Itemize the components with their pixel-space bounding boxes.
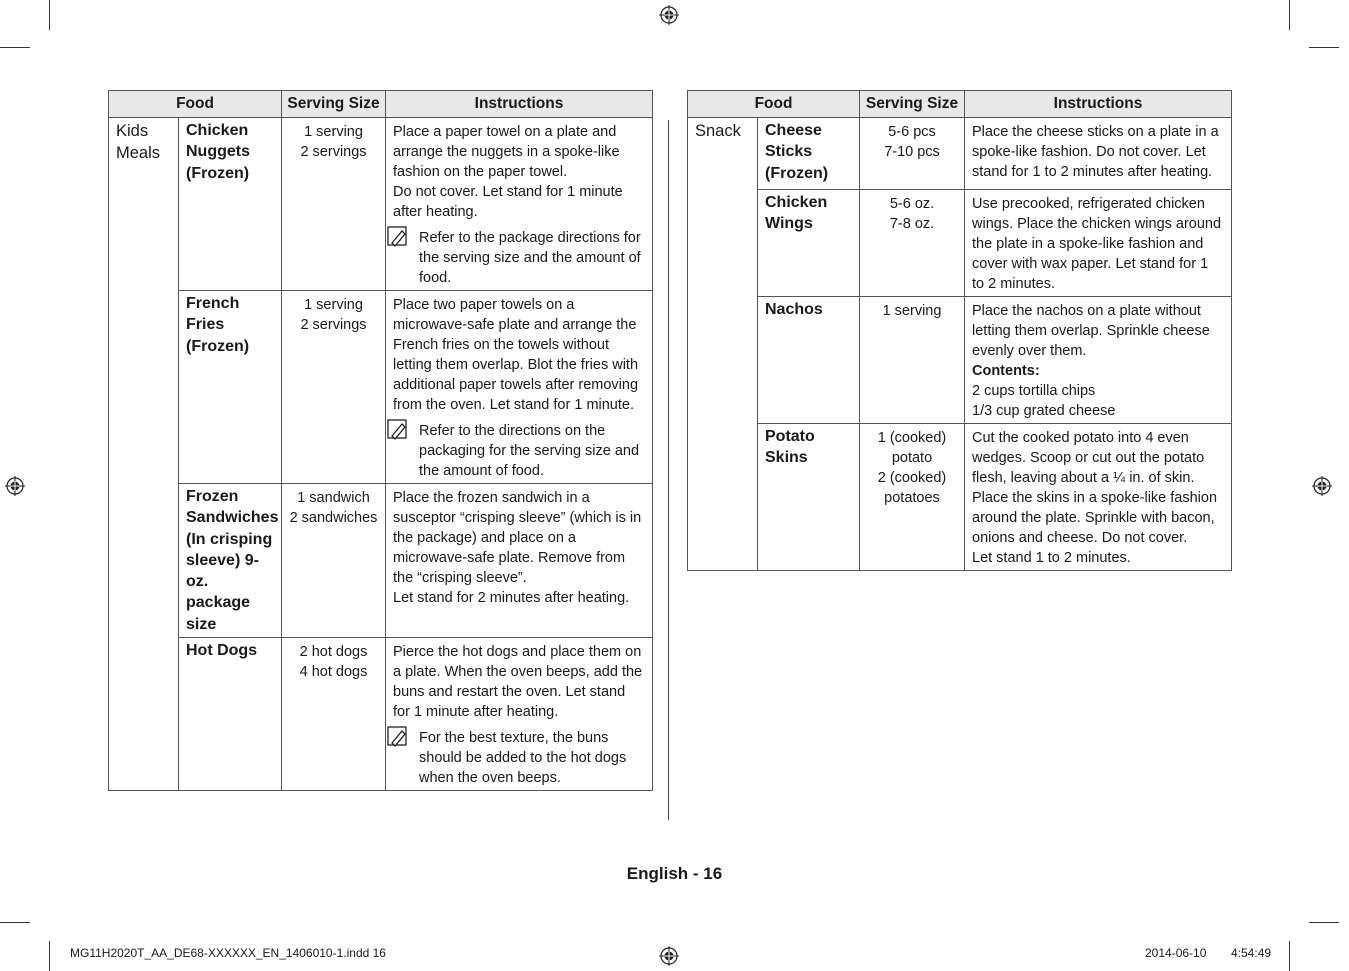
header-instructions: Instructions <box>965 91 1232 118</box>
food-name: Frozen Sandwiches (In crisping sleeve) 9-oz. package size <box>179 484 282 638</box>
page-number: English - 16 <box>626 864 723 883</box>
instructions: Pierce the hot dogs and place them on a plate. When the oven beeps, add the buns and restart the oven. Let stand for 1 minute after heating. For the best texture, the buns should be added to the hot dogs when the oven beeps. <box>386 638 653 791</box>
crop-mark <box>49 941 50 971</box>
slug-time: 4:54:49 <box>1231 946 1272 960</box>
header-food: Food <box>688 91 860 118</box>
serving-size: 2 hot dogs 4 hot dogs <box>282 638 386 791</box>
serving-size: 1 serving 2 servings <box>282 118 386 291</box>
file-slug: MG11H2020T_AA_DE68-XXXXXX_EN_1406010-1.indd 16 <box>70 946 386 960</box>
crop-mark <box>0 47 30 48</box>
instructions: Place two paper towels on a microwave-safe plate and arrange the French fries on the towels without letting them overlap. Blot the fries with additional paper towels after removing from the oven. Let stand for 1 minute. Refer to the directions on the packaging for the serving size and the amount of food. <box>386 291 653 484</box>
table-row <box>688 190 1232 297</box>
registration-mark-icon <box>1312 476 1332 496</box>
note: For the best texture, the buns should be added to the hot dogs when the oven beeps. <box>387 728 645 788</box>
food-name: Potato Skins <box>758 424 860 571</box>
instructions: Cut the cooked potato into 4 even wedges. Scoop or cut out the potato flesh, leaving about a ¼ in. of skin. Place the skins in a spoke-like fashion around the plate. Sprinkle with bacon, onions and cheese. Do not cover. Let stand 1 to 2 minutes. <box>965 424 1232 571</box>
kids-meals-table <box>108 90 653 791</box>
crop-mark <box>49 0 50 30</box>
category-cell: Snack <box>688 118 758 571</box>
food-name: French Fries (Frozen) <box>179 291 282 484</box>
instructions: Place the cheese sticks on a plate in a spoke-like fashion. Do not cover. Let stand for 1 to 2 minutes after heating. <box>965 118 1232 190</box>
food-name: Cheese Sticks (Frozen) <box>758 118 860 190</box>
note-pencil-icon <box>387 226 409 248</box>
crop-mark <box>1309 47 1339 48</box>
instructions: Place the nachos on a plate without letting them overlap. Sprinkle cheese evenly over them. Contents: 2 cups tortilla chips 1/3 cup grated cheese <box>965 297 1232 424</box>
registration-mark-icon <box>659 5 679 25</box>
note: Refer to the package directions for the serving size and the amount of food. <box>387 228 645 288</box>
table-header-row <box>688 91 1232 118</box>
table-header-row <box>109 91 653 118</box>
crop-mark <box>1309 922 1339 923</box>
food-name: Nachos <box>758 297 860 424</box>
serving-size: 1 sandwich 2 sandwiches <box>282 484 386 638</box>
table-row <box>109 484 653 638</box>
header-food: Food <box>109 91 282 118</box>
note-pencil-icon <box>387 419 409 441</box>
table-row <box>688 118 1232 190</box>
serving-size: 1 serving <box>860 297 965 424</box>
snack-table <box>687 90 1232 571</box>
crop-mark <box>0 922 30 923</box>
serving-size: 5-6 oz. 7-8 oz. <box>860 190 965 297</box>
gutter-line <box>668 120 669 820</box>
header-instructions: Instructions <box>386 91 653 118</box>
registration-mark-icon <box>659 946 679 966</box>
food-name: Chicken Wings <box>758 190 860 297</box>
instructions: Place a paper towel on a plate and arrange the nuggets in a spoke-like fashion on the paper towel. Do not cover. Let stand for 1 minute after heating. Refer to the package directions for the serving size and the amount of food. <box>386 118 653 291</box>
instructions: Use precooked, refrigerated chicken wings. Place the chicken wings around the plate in a spoke-like fashion and cover with wax paper. Let stand for 1 to 2 minutes. <box>965 190 1232 297</box>
registration-mark-icon <box>5 476 25 496</box>
instructions: Place the frozen sandwich in a susceptor “crisping sleeve” (which is in the package) and place on a microwave-safe plate. Remove from the “crisping sleeve”. Let stand for 2 minutes after heating. <box>386 484 653 638</box>
table-row <box>109 291 653 484</box>
category-cell: Kids Meals <box>109 118 179 791</box>
table-row <box>688 424 1232 571</box>
contents-label: Contents: <box>972 363 1040 379</box>
serving-size: 5-6 pcs 7-10 pcs <box>860 118 965 190</box>
table-row <box>109 638 653 791</box>
serving-size: 1 (cooked) potato 2 (cooked) potatoes <box>860 424 965 571</box>
serving-size: 1 serving 2 servings <box>282 291 386 484</box>
header-serving-size: Serving Size <box>282 91 386 118</box>
crop-mark <box>1289 0 1290 30</box>
table-row <box>688 297 1232 424</box>
food-name: Hot Dogs <box>179 638 282 791</box>
note-pencil-icon <box>387 726 409 748</box>
note: Refer to the directions on the packaging for the serving size and the amount of food. <box>387 421 645 481</box>
table-row <box>109 118 653 291</box>
header-serving-size: Serving Size <box>860 91 965 118</box>
crop-mark <box>1289 941 1290 971</box>
slug-date: 2014-06-10 <box>1145 946 1207 960</box>
food-name: Chicken Nuggets (Frozen) <box>179 118 282 291</box>
